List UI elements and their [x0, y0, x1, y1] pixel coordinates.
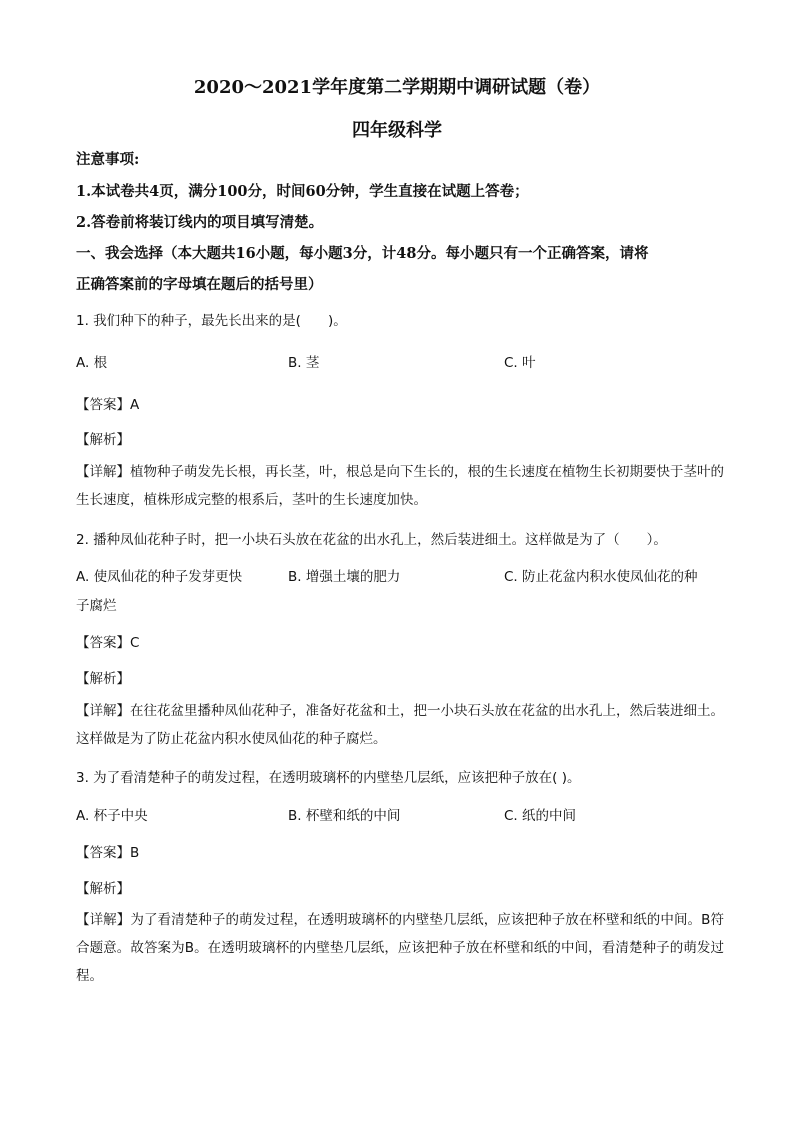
- question-2-option-a: A. 使凤仙花的种子发芽更快: [76, 569, 243, 585]
- question-2-answer: 【答案】C: [76, 635, 140, 651]
- notes-heading: 注意事项:: [76, 151, 140, 168]
- notes-item-2: 2.答卷前将装订线内的项目填写清楚。: [76, 214, 324, 231]
- question-2-option-c: C. 防止花盆内积水使凤仙花的种: [504, 569, 698, 585]
- question-3-stem: 3. 为了看清楚种子的萌发过程，在透明玻璃杯的内壁垫几层纸，应该把种子放在( )。: [76, 770, 581, 786]
- notes-item-1: 1.本试卷共4页，满分100分，时间60分钟，学生直接在试题上答卷；: [76, 183, 529, 200]
- question-2-stem: 2. 播种凤仙花种子时，把一小块石头放在花盆的出水孔上，然后装进细土。这样做是为了（ ）。: [76, 532, 667, 548]
- question-1-option-b: B. 茎: [288, 355, 320, 371]
- section-instruction-line-1: 一、我会选择（本大题共16小题，每小题3分，计48分。每小题只有一个正确答案，请将: [76, 245, 649, 262]
- question-1-detail: 【详解】植物种子萌发先长根，再长茎，叶，根总是向下生长的，根的生长速度在植物生长初期要快于茎叶的生长速度，植株形成完整的根系后，茎叶的生长速度加快。: [76, 464, 724, 508]
- question-1-option-a: A. 根: [76, 355, 108, 371]
- question-3-answer: 【答案】B: [76, 845, 140, 861]
- exam-subtitle: 四年级科学: [352, 120, 442, 141]
- question-3-option-c: C. 纸的中间: [504, 808, 577, 824]
- question-1-answer: 【答案】A: [76, 397, 140, 413]
- question-1-stem: 1. 我们种下的种子，最先长出来的是( )。: [76, 313, 347, 329]
- exam-title: 2020～2021学年度第二学期期中调研试题（卷）: [193, 77, 601, 98]
- question-3-option-a: A. 杯子中央: [76, 808, 148, 824]
- question-2-option-b: B. 增强土壤的肥力: [288, 569, 401, 585]
- section-instruction-line-2: 正确答案前的字母填在题后的括号里）: [76, 276, 323, 293]
- question-2-analysis: 【解析】: [76, 671, 130, 687]
- question-3-option-b: B. 杯壁和纸的中间: [288, 808, 401, 824]
- question-3-detail: 【详解】为了看清楚种子的萌发过程，在透明玻璃杯的内壁垫几层纸，应该把种子放在杯壁和纸的中间。B符合题意。故答案为B。在透明玻璃杯的内壁垫几层纸，应该把种子放在杯壁和纸的中间，看清楚种子的萌发过程。: [76, 912, 724, 984]
- question-3-analysis: 【解析】: [76, 881, 130, 897]
- question-2-option-c-wrap: 子腐烂: [76, 598, 117, 614]
- question-2-detail: 【详解】在往花盆里播种凤仙花种子，准备好花盆和土，把一小块石头放在花盆的出水孔上，然后装进细土。这样做是为了防止花盆内积水使凤仙花的种子腐烂。: [76, 703, 724, 747]
- question-1-option-c: C. 叶: [504, 355, 536, 371]
- question-1-analysis: 【解析】: [76, 432, 130, 448]
